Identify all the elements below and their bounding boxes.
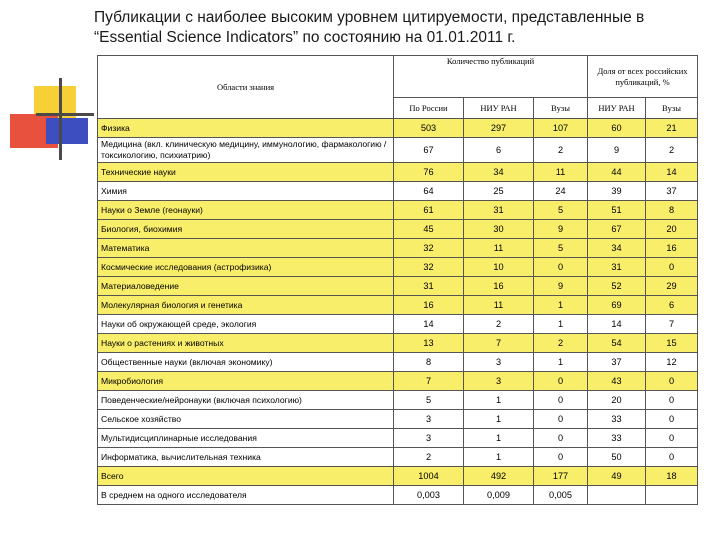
cell-universities: 0 (534, 372, 588, 391)
header-col-share-niu-ran: НИУ РАН (588, 98, 646, 119)
decorative-blue-square (46, 118, 88, 144)
cell-niu-ran: 31 (464, 201, 534, 220)
cell-universities: 0 (534, 429, 588, 448)
cell-niu-ran: 10 (464, 258, 534, 277)
cell-universities: 177 (534, 467, 588, 486)
cell-russia: 8 (394, 353, 464, 372)
cell-share-universities: 7 (646, 315, 698, 334)
cell-universities: 11 (534, 163, 588, 182)
row-field-name: Науки о Земле (геонауки) (98, 201, 394, 220)
cell-share-universities: 0 (646, 372, 698, 391)
table-row (98, 163, 698, 182)
table-row (98, 467, 698, 486)
cell-niu-ran: 25 (464, 182, 534, 201)
table-row (98, 315, 698, 334)
cell-universities: 5 (534, 201, 588, 220)
table-row (98, 391, 698, 410)
header-count-group: Количество публикаций (394, 56, 588, 98)
cell-russia: 5 (394, 391, 464, 410)
cell-niu-ran: 492 (464, 467, 534, 486)
table-row (98, 429, 698, 448)
table-row (98, 119, 698, 138)
header-share-group: Доля от всех российских публикаций, % (588, 56, 698, 98)
header-col-niu-ran: НИУ РАН (464, 98, 534, 119)
row-field-name: Мультидисциплинарные исследования (98, 429, 394, 448)
cell-share-universities: 8 (646, 201, 698, 220)
cell-share-niu-ran: 33 (588, 429, 646, 448)
row-field-name: Технические науки (98, 163, 394, 182)
cell-niu-ran: 3 (464, 372, 534, 391)
cell-russia: 76 (394, 163, 464, 182)
row-field-name: Информатика, вычислительная техника (98, 448, 394, 467)
cell-universities: 1 (534, 296, 588, 315)
table-row (98, 182, 698, 201)
row-field-name: Молекулярная биология и генетика (98, 296, 394, 315)
cell-universities: 2 (534, 138, 588, 163)
cell-universities: 0 (534, 448, 588, 467)
cell-share-universities: 21 (646, 119, 698, 138)
cell-niu-ran: 16 (464, 277, 534, 296)
cell-niu-ran: 1 (464, 391, 534, 410)
cell-niu-ran: 34 (464, 163, 534, 182)
header-col-russia: По России (394, 98, 464, 119)
decorative-horizontal-line (36, 113, 94, 116)
cell-universities: 0 (534, 410, 588, 429)
cell-share-universities: 37 (646, 182, 698, 201)
cell-share-universities: 18 (646, 467, 698, 486)
table-row (98, 410, 698, 429)
cell-share-universities: 6 (646, 296, 698, 315)
table-row (98, 258, 698, 277)
cell-russia: 32 (394, 239, 464, 258)
row-field-name: Общественные науки (включая экономику) (98, 353, 394, 372)
table-row (98, 296, 698, 315)
row-field-name: Всего (98, 467, 394, 486)
cell-share-niu-ran: 51 (588, 201, 646, 220)
cell-universities: 5 (534, 239, 588, 258)
row-field-name: Медицина (вкл. клиническую медицину, иммунологию, фармакологию /токсикологию, психиатрию) (98, 138, 394, 163)
cell-russia: 64 (394, 182, 464, 201)
table-row (98, 138, 698, 163)
table-row (98, 277, 698, 296)
header-field: Области знания (98, 56, 394, 119)
cell-share-niu-ran: 44 (588, 163, 646, 182)
cell-universities: 0,005 (534, 486, 588, 505)
cell-share-universities: 12 (646, 353, 698, 372)
row-field-name: Космические исследования (астрофизика) (98, 258, 394, 277)
row-field-name: В среднем на одного исследователя (98, 486, 394, 505)
cell-russia: 3 (394, 429, 464, 448)
cell-share-universities: 15 (646, 334, 698, 353)
cell-share-universities: 0 (646, 410, 698, 429)
cell-russia: 61 (394, 201, 464, 220)
cell-universities: 2 (534, 334, 588, 353)
cell-share-niu-ran: 20 (588, 391, 646, 410)
cell-russia: 503 (394, 119, 464, 138)
cell-share-universities: 0 (646, 391, 698, 410)
row-field-name: Микробиология (98, 372, 394, 391)
row-field-name: Науки об окружающей среде, экология (98, 315, 394, 334)
cell-share-universities (646, 486, 698, 505)
table-row (98, 353, 698, 372)
row-field-name: Физика (98, 119, 394, 138)
table-row (98, 239, 698, 258)
row-field-name: Науки о растениях и животных (98, 334, 394, 353)
header-col-universities: Вузы (534, 98, 588, 119)
cell-russia: 7 (394, 372, 464, 391)
cell-niu-ran: 1 (464, 429, 534, 448)
cell-niu-ran: 1 (464, 410, 534, 429)
cell-share-universities: 0 (646, 429, 698, 448)
cell-share-niu-ran: 52 (588, 277, 646, 296)
cell-share-universities: 14 (646, 163, 698, 182)
cell-universities: 9 (534, 277, 588, 296)
cell-russia: 3 (394, 410, 464, 429)
table-row (98, 486, 698, 505)
cell-niu-ran: 0,009 (464, 486, 534, 505)
table-row (98, 334, 698, 353)
cell-share-niu-ran: 67 (588, 220, 646, 239)
cell-russia: 14 (394, 315, 464, 334)
cell-niu-ran: 3 (464, 353, 534, 372)
cell-universities: 24 (534, 182, 588, 201)
slide-title: Публикации с наиболее высоким уровнем цитируемости, представленные в “Essential Science Indicators” по состоянию на 01.01.2011 г. (94, 9, 645, 46)
cell-share-niu-ran: 50 (588, 448, 646, 467)
cell-russia: 16 (394, 296, 464, 315)
cell-share-niu-ran: 14 (588, 315, 646, 334)
cell-share-universities: 20 (646, 220, 698, 239)
row-field-name: Биология, биохимия (98, 220, 394, 239)
decorative-vertical-line (59, 78, 62, 160)
cell-niu-ran: 297 (464, 119, 534, 138)
cell-share-niu-ran: 9 (588, 138, 646, 163)
table-row (98, 448, 698, 467)
cell-niu-ran: 11 (464, 239, 534, 258)
publications-table (97, 55, 698, 505)
cell-share-niu-ran: 34 (588, 239, 646, 258)
cell-russia: 31 (394, 277, 464, 296)
cell-niu-ran: 6 (464, 138, 534, 163)
cell-share-niu-ran: 54 (588, 334, 646, 353)
header-col-share-universities: Вузы (646, 98, 698, 119)
cell-russia: 13 (394, 334, 464, 353)
row-field-name: Химия (98, 182, 394, 201)
row-field-name: Математика (98, 239, 394, 258)
cell-russia: 67 (394, 138, 464, 163)
cell-universities: 0 (534, 258, 588, 277)
row-field-name: Материаловедение (98, 277, 394, 296)
table-row (98, 201, 698, 220)
cell-universities: 0 (534, 391, 588, 410)
table-row (98, 372, 698, 391)
cell-universities: 1 (534, 315, 588, 334)
cell-share-niu-ran: 60 (588, 119, 646, 138)
cell-russia: 32 (394, 258, 464, 277)
cell-share-universities: 0 (646, 258, 698, 277)
cell-russia: 1004 (394, 467, 464, 486)
cell-universities: 1 (534, 353, 588, 372)
row-field-name: Сельское хозяйство (98, 410, 394, 429)
table-row (98, 220, 698, 239)
cell-share-niu-ran: 69 (588, 296, 646, 315)
row-field-name: Поведенческие/нейронауки (включая психологию) (98, 391, 394, 410)
cell-share-niu-ran: 43 (588, 372, 646, 391)
cell-share-niu-ran: 37 (588, 353, 646, 372)
cell-share-niu-ran: 33 (588, 410, 646, 429)
cell-niu-ran: 7 (464, 334, 534, 353)
cell-share-universities: 0 (646, 448, 698, 467)
cell-niu-ran: 2 (464, 315, 534, 334)
cell-universities: 107 (534, 119, 588, 138)
cell-share-niu-ran (588, 486, 646, 505)
cell-share-universities: 2 (646, 138, 698, 163)
cell-russia: 45 (394, 220, 464, 239)
cell-share-universities: 16 (646, 239, 698, 258)
cell-share-niu-ran: 39 (588, 182, 646, 201)
cell-niu-ran: 30 (464, 220, 534, 239)
cell-universities: 9 (534, 220, 588, 239)
cell-niu-ran: 11 (464, 296, 534, 315)
cell-share-universities: 29 (646, 277, 698, 296)
cell-russia: 2 (394, 448, 464, 467)
cell-share-niu-ran: 31 (588, 258, 646, 277)
cell-russia: 0,003 (394, 486, 464, 505)
cell-niu-ran: 1 (464, 448, 534, 467)
cell-share-niu-ran: 49 (588, 467, 646, 486)
